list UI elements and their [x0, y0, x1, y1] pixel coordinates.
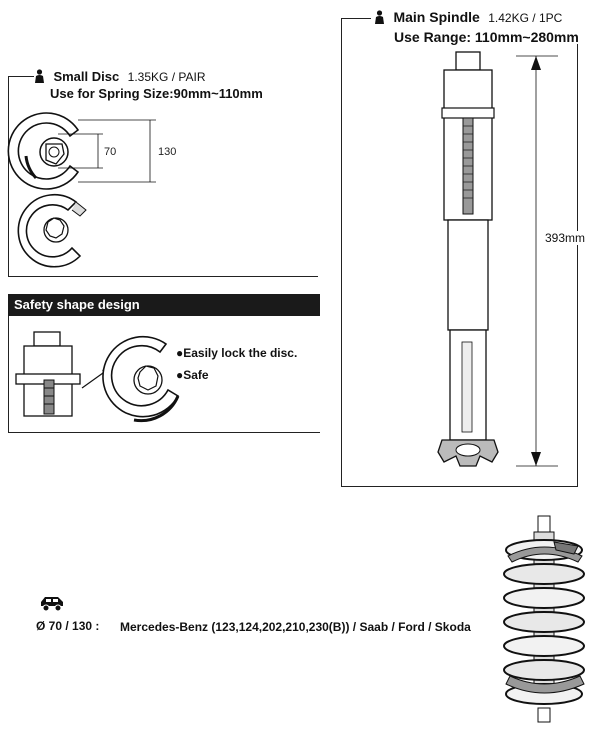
small-disc-drawing-bottom	[18, 192, 108, 272]
spindle-length-label: 393mm	[545, 231, 586, 245]
small-disc-frame-top	[8, 76, 34, 77]
dim-130-label: 130	[158, 146, 177, 158]
safety-point-safe: ●Safe	[176, 368, 209, 382]
spindle-weight: 1.42KG / 1PC	[488, 11, 563, 25]
small-disc-weight: 1.35KG / PAIR	[127, 70, 206, 84]
spindle-dimension	[512, 52, 562, 472]
small-disc-drawing-top	[18, 116, 218, 196]
small-disc-heading	[34, 68, 205, 86]
spindle-title: Main Spindle	[393, 9, 480, 25]
small-disc-frame-left	[8, 76, 9, 276]
spindle-heading	[374, 9, 562, 27]
safety-point-lock: ●Easily lock the disc.	[176, 346, 298, 360]
small-disc-title: Small Disc	[53, 69, 120, 84]
spring-compressor-illustration	[498, 516, 593, 736]
person-weight-icon	[374, 10, 385, 24]
application-vehicles: Mercedes-Benz (123,124,202,210,230(B)) / Saab / Ford / Skoda	[120, 620, 471, 634]
spindle-frame-bottom	[341, 486, 577, 487]
application-size: Ø 70 / 130 :	[36, 619, 100, 633]
safety-spindle-drawing	[14, 330, 84, 420]
spindle-use-range: Use Range: 110mm~280mm	[394, 29, 579, 45]
person-weight-icon	[34, 69, 45, 83]
dim-70-label: 70	[104, 146, 117, 158]
spindle-drawing	[436, 52, 506, 472]
safety-frame-left	[8, 316, 9, 432]
small-disc-frame-bottom	[8, 276, 318, 277]
safety-frame-bottom	[8, 432, 320, 433]
car-icon	[38, 594, 66, 612]
spindle-frame-right	[577, 44, 578, 487]
spindle-frame-left	[341, 18, 342, 486]
small-disc-spring-size: Use for Spring Size:90mm~110mm	[50, 86, 263, 101]
spindle-frame-top	[341, 18, 371, 19]
safety-banner: Safety shape design	[8, 294, 320, 316]
